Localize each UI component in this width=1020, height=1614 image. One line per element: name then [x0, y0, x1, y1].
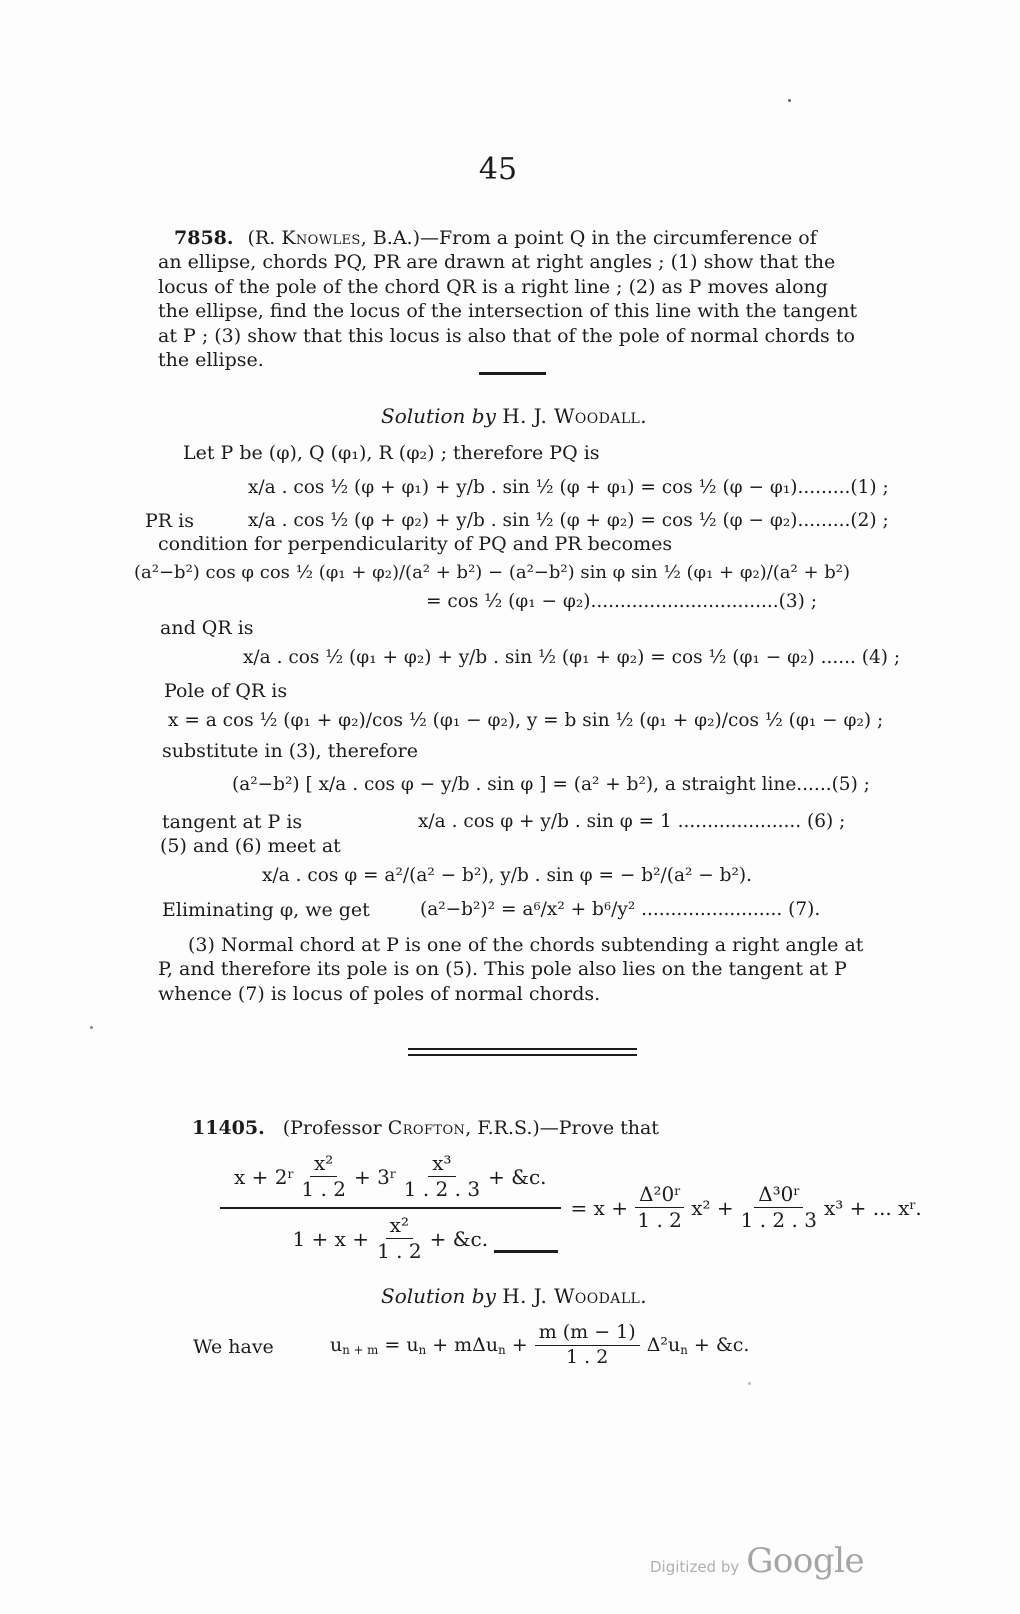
- math-run: $x + 2^r$: [234, 1164, 294, 1189]
- proposer-name: Knowles: [281, 227, 361, 249]
- display-equation-rhs: [571, 1183, 922, 1232]
- equation-4: x/a . cos ½ (φ₁ + φ₂) + y/b . sin ½ (φ₁ + φ₂) = cos ½ (φ₁ − φ₂) ...... (4) ;: [243, 647, 901, 668]
- solution-heading: [158, 404, 870, 428]
- math-run: un + m = un + mΔun +: [330, 1334, 528, 1358]
- exponent: 6: [533, 898, 541, 913]
- solver-name: H. J. Woodall.: [502, 404, 647, 428]
- solution-text-line: substitute in (3), therefore: [162, 740, 418, 762]
- page-number: 45: [478, 152, 518, 187]
- problem-statement-line: [158, 226, 870, 250]
- section-divider-rule: [479, 372, 546, 375]
- digitized-by-google-watermark: [650, 1541, 864, 1581]
- fraction: $\frac{m (m - 1)}{1 . 2}$: [535, 1322, 640, 1369]
- problem-head-text: , F.R.S.)—Prove that: [465, 1117, 659, 1139]
- problem-number: 7858.: [174, 227, 234, 249]
- pr-label: PR is: [145, 510, 194, 532]
- proposer-pre: (R.: [247, 227, 282, 249]
- equation-7-text: /y² ........................ (7).: [611, 899, 821, 920]
- math-run: + &c.: [488, 1164, 547, 1189]
- fraction: $\frac{\text{x²}}{1 . 2}$: [377, 1213, 422, 1263]
- paragraph-line: (3) Normal chord at P is one of the chords subtending a right angle at: [188, 934, 864, 956]
- equation-7: [420, 899, 820, 920]
- solution-text-line: Let P be (φ), Q (φ₁), R (φ₂) ; therefore PQ is: [183, 442, 600, 464]
- problem-11405-statement: [158, 1117, 659, 1139]
- math-run: + &c.: [429, 1226, 489, 1251]
- solution-heading: [158, 1284, 870, 1308]
- equation-6: x/a . cos φ + y/b . sin φ = 1 ..................... (6) ;: [418, 811, 846, 832]
- solution-by-label: Solution by: [381, 404, 496, 428]
- meet-equations: x/a . cos φ = a²/(a² − b²), y/b . sin φ = − b²/(a² − b²).: [262, 865, 753, 886]
- pole-equations: x = a cos ½ (φ₁ + φ₂)/cos ½ (φ₁ − φ₂), y = b sin ½ (φ₁ + φ₂)/cos ½ (φ₁ − φ₂) ;: [168, 710, 884, 731]
- proposer-name: Crofton: [387, 1117, 466, 1139]
- section-divider-rule: [494, 1250, 558, 1253]
- problem-statement-line: at P ; (3) show that this locus is also that of the pole of normal chords to: [158, 324, 855, 347]
- fraction: $\frac{\text{x²}}{1 . 2}$: [301, 1151, 346, 1201]
- ink-speck: [90, 1026, 93, 1029]
- solution-text-line: condition for perpendicularity of PQ and PR becomes: [158, 533, 673, 555]
- equation-7-text: (a²−b²)² = a: [420, 899, 534, 920]
- problem-statement-line: the ellipse.: [158, 349, 264, 372]
- big-fraction-denominator: [292, 1209, 488, 1263]
- exponent: 6: [603, 898, 612, 913]
- fraction: $\frac{\Delta^30^r}{1 . 2 . 3}$: [740, 1182, 817, 1232]
- equation-7-text: /x² + b: [540, 899, 604, 920]
- solution-by-label: Solution by: [381, 1284, 496, 1308]
- problem-statement-line: an ellipse, chords PQ, PR are drawn at right angles ; (1) show that the: [158, 251, 836, 274]
- equation-2: x/a . cos ½ (φ + φ₂) + y/b . sin ½ (φ + φ₂) = cos ½ (φ − φ₂).........(2) ;: [248, 510, 889, 531]
- digitized-by-label: Digitized by: [650, 1558, 740, 1576]
- ink-speck: [788, 99, 791, 102]
- math-run: x² +: [691, 1195, 734, 1220]
- problem-11405-display-equation: [220, 1152, 922, 1263]
- math-run: x³ + ... $x^r$.: [823, 1195, 922, 1220]
- proposer-pre: (Professor: [282, 1117, 388, 1139]
- math-run: = x +: [570, 1195, 629, 1220]
- problem-7858-statement: [158, 226, 870, 372]
- solution-text-line: (5) and (6) meet at: [160, 835, 341, 857]
- problem-statement-line: locus of the pole of the chord QR is a right line ; (2) as P moves along: [158, 275, 828, 298]
- we-have-equation: [330, 1316, 749, 1374]
- solution-text-line: and QR is: [160, 617, 254, 639]
- problem-head-text: , B.A.)—From a point Q in the circumference of: [360, 227, 817, 249]
- solver-name: H. J. Woodall.: [502, 1284, 647, 1308]
- google-logo: Google: [746, 1541, 865, 1581]
- tangent-label: tangent at P is: [162, 811, 303, 833]
- solution-text-line: Pole of QR is: [164, 680, 288, 702]
- math-run: Δ²un + &c.: [646, 1334, 750, 1358]
- big-fraction: [220, 1152, 561, 1263]
- math-run: 1 + x +: [292, 1226, 370, 1251]
- equation-3-line1: (a²−b²) cos φ cos ½ (φ₁ + φ₂)/(a² + b²) − (a²−b²) sin φ sin ½ (φ₁ + φ₂)/(a² + b²): [134, 562, 851, 583]
- double-divider-rule: [408, 1048, 637, 1056]
- ink-speck: [748, 1382, 751, 1385]
- big-fraction-numerator: [220, 1152, 561, 1209]
- solution-closing-paragraph: [158, 933, 870, 1006]
- we-have-label: We have: [193, 1336, 274, 1358]
- fraction: $\frac{\Delta^20^r}{1 . 2}$: [635, 1183, 684, 1232]
- problem-statement-line: the ellipse, find the locus of the intersection of this line with the tangent: [158, 300, 858, 323]
- eliminating-label: Eliminating φ, we get: [162, 899, 370, 921]
- equation-1: x/a . cos ½ (φ + φ₁) + y/b . sin ½ (φ + φ₁) = cos ½ (φ − φ₁).........(1) ;: [248, 477, 889, 498]
- equation-5: (a²−b²) [ x/a . cos φ − y/b . sin φ ] = (a² + b²), a straight line......(5) ;: [232, 774, 870, 795]
- fraction: $\frac{\text{x³}}{1 . 2 . 3}$: [403, 1151, 481, 1201]
- math-run: + $3^r$: [353, 1164, 396, 1189]
- equation-3-line2: = cos ½ (φ₁ − φ₂)................................(3) ;: [426, 591, 818, 612]
- problem-number: 11405.: [192, 1117, 265, 1139]
- paragraph-line: whence (7) is locus of poles of normal chords.: [158, 982, 601, 1005]
- paragraph-line: P, and therefore its pole is on (5). This pole also lies on the tangent at P: [158, 958, 847, 981]
